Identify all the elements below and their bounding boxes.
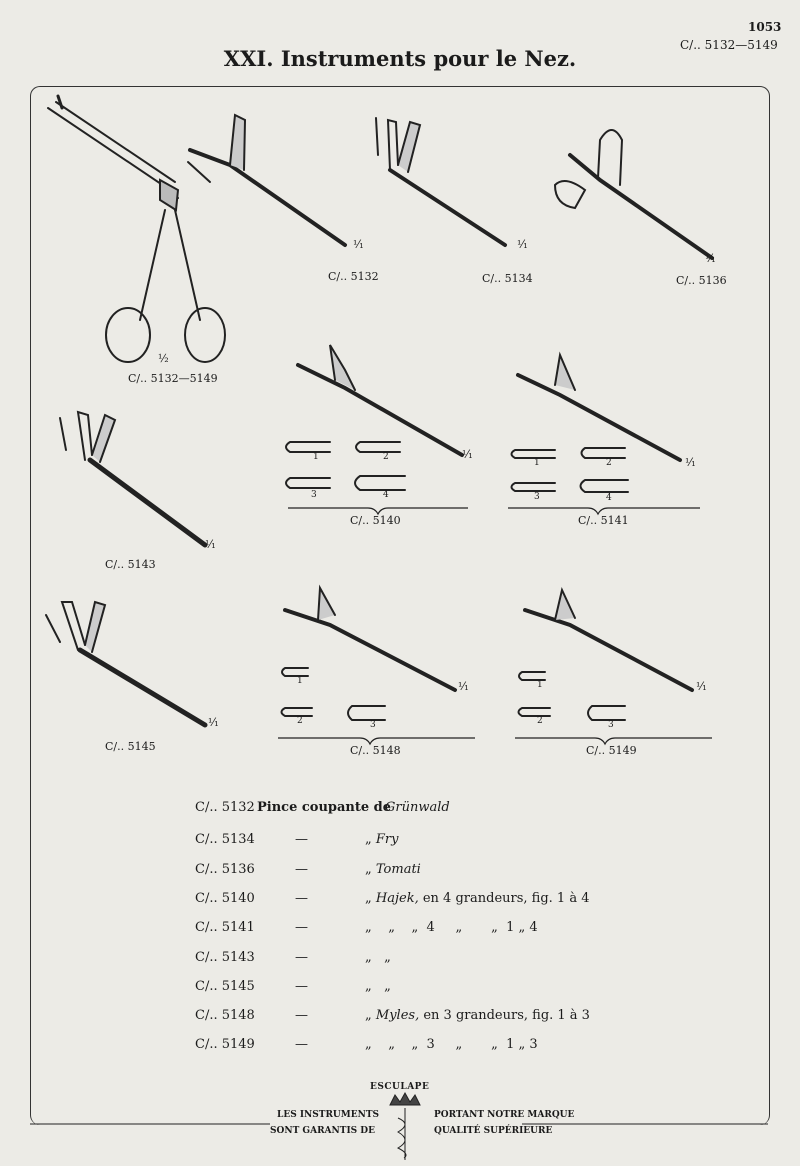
figure-label-5143: C/.. 5143 bbox=[105, 558, 156, 571]
size-number: 1 bbox=[313, 452, 319, 462]
figure-label-5145: C/.. 5145 bbox=[105, 740, 156, 753]
figure-label-5134: C/.. 5134 bbox=[482, 272, 533, 285]
item-desc: „ „ bbox=[365, 979, 391, 994]
forceps-5148-drawing bbox=[282, 588, 456, 720]
item-dash: — bbox=[295, 1037, 308, 1052]
figure-scale: ¹⁄₁ bbox=[208, 716, 219, 729]
figure-scale: ¹⁄₁ bbox=[685, 456, 696, 469]
item-desc: „ „ bbox=[365, 950, 391, 965]
figure-label-5132: C/.. 5132 bbox=[328, 270, 379, 283]
size-number: 3 bbox=[608, 720, 614, 730]
figure-scale: ¹⁄₁ bbox=[462, 448, 473, 461]
forceps-5132-drawing bbox=[188, 115, 345, 245]
size-number: 2 bbox=[383, 452, 389, 462]
forceps-5140-drawing bbox=[286, 345, 462, 490]
size-number: 3 bbox=[370, 720, 376, 730]
item-code: C/.. 5134 bbox=[195, 832, 255, 847]
forceps-5141-drawing bbox=[512, 355, 681, 492]
footer-right-line1: PORTANT NOTRE MARQUE bbox=[434, 1110, 575, 1120]
size-number: 3 bbox=[311, 490, 317, 500]
size-number: 4 bbox=[606, 493, 612, 503]
item-desc: „ Tomati bbox=[365, 862, 421, 877]
item-code: C/.. 5141 bbox=[195, 920, 255, 935]
figure-label-5148: C/.. 5148 bbox=[350, 744, 401, 757]
size-number: 3 bbox=[534, 492, 540, 502]
item-dash: — bbox=[295, 1008, 308, 1023]
item-dash: — bbox=[295, 891, 308, 906]
size-number: 1 bbox=[534, 458, 540, 468]
figure-scale: ½ bbox=[158, 352, 169, 365]
figure-scale: ¹⁄₁ bbox=[517, 238, 528, 251]
figure-scale: ¹⁄₁ bbox=[705, 252, 716, 265]
item-code: C/.. 5140 bbox=[195, 891, 255, 906]
size-number: 1 bbox=[537, 680, 543, 690]
figure-label-5132-5149: C/.. 5132—5149 bbox=[128, 372, 218, 385]
item-code: C/.. 5143 bbox=[195, 950, 255, 965]
forceps-drawing bbox=[48, 96, 225, 362]
page-title: XXI. Instruments pour le Nez. bbox=[223, 46, 577, 71]
forceps-5145-drawing bbox=[46, 602, 205, 725]
item-code: C/.. 5132 bbox=[195, 800, 255, 815]
item-desc: „ Hajek, en 4 grandeurs, fig. 1 à 4 bbox=[365, 891, 590, 906]
size-number: 2 bbox=[606, 458, 612, 468]
size-number: 1 bbox=[297, 676, 303, 686]
figure-scale: ¹⁄₁ bbox=[205, 538, 216, 551]
item-desc: „ Fry bbox=[365, 832, 399, 847]
size-number: 4 bbox=[383, 490, 389, 500]
page-number: 1053 bbox=[748, 20, 782, 34]
figure-label-5149: C/.. 5149 bbox=[586, 744, 637, 757]
forceps-5134-drawing bbox=[376, 118, 505, 245]
item-code: C/.. 5136 bbox=[195, 862, 255, 877]
forceps-5136-drawing bbox=[555, 130, 712, 258]
item-head: Pince coupante de bbox=[257, 800, 392, 815]
forceps-5149-drawing bbox=[519, 590, 693, 720]
item-name: Grünwald bbox=[385, 800, 450, 815]
item-dash: — bbox=[295, 920, 308, 935]
item-desc: „ „ „ 4 „ „ 1 „ 4 bbox=[365, 920, 538, 935]
item-dash: — bbox=[295, 979, 308, 994]
figure-label-5136: C/.. 5136 bbox=[676, 274, 727, 287]
item-dash: — bbox=[295, 832, 308, 847]
item-code: C/.. 5145 bbox=[195, 979, 255, 994]
item-code: C/.. 5149 bbox=[195, 1037, 255, 1052]
item-desc: „ Myles, en 3 grandeurs, fig. 1 à 3 bbox=[365, 1008, 590, 1023]
size-number: 2 bbox=[297, 716, 303, 726]
figure-scale: ¹⁄₁ bbox=[696, 680, 707, 693]
figure-scale: ¹⁄₁ bbox=[353, 238, 364, 251]
footer-right-line2: QUALITÉ SUPÉRIEURE bbox=[434, 1126, 553, 1136]
size-number: 2 bbox=[537, 716, 543, 726]
figure-label-5140: C/.. 5140 bbox=[350, 514, 401, 527]
item-dash: — bbox=[295, 862, 308, 877]
item-code: C/.. 5148 bbox=[195, 1008, 255, 1023]
footer-left-line1: LES INSTRUMENTS bbox=[277, 1110, 380, 1120]
brand-name: ESCULAPE bbox=[370, 1082, 430, 1092]
figure-scale: ¹⁄₁ bbox=[458, 680, 469, 693]
figure-label-5141: C/.. 5141 bbox=[578, 514, 629, 527]
page-range: C/.. 5132—5149 bbox=[680, 38, 778, 52]
footer-left-line2: SONT GARANTIS DE bbox=[270, 1126, 375, 1136]
forceps-5143-drawing bbox=[60, 412, 205, 545]
item-dash: — bbox=[295, 950, 308, 965]
item-desc: „ „ „ 3 „ „ 1 „ 3 bbox=[365, 1037, 538, 1052]
